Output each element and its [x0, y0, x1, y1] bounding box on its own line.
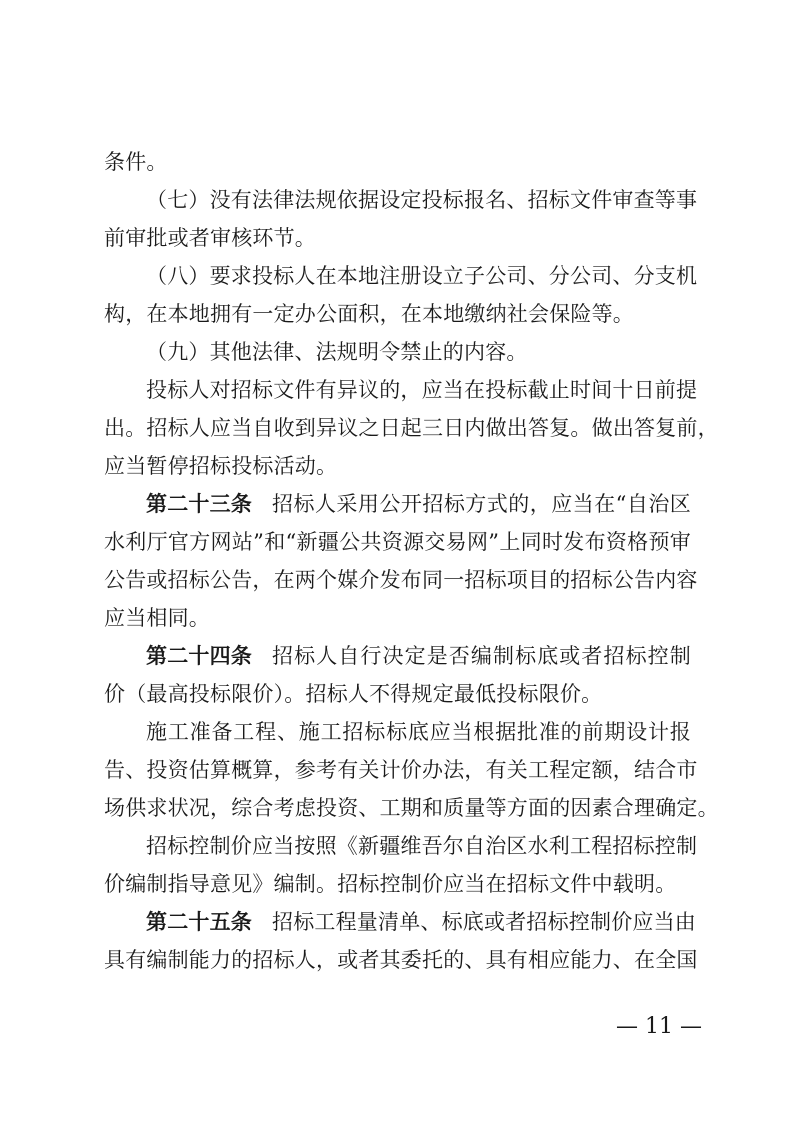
line-text: 出。招标人应当自收到异议之日起三日内做出答复。做出答复前，	[104, 416, 719, 440]
line-text: 价编制指导意见》编制。招标控制价应当在招标文件中载明。	[104, 872, 677, 896]
line-text: 场供求状况，综合考虑投资、工期和质量等方面的因素合理确定。	[104, 796, 719, 820]
line-text: 公告或招标公告，在两个媒介发布同一招标项目的招标公告内容	[104, 568, 698, 592]
line-text: 招标人采用公开招标方式的，应当在“自治区	[272, 492, 691, 516]
line-text: 具有编制能力的招标人，或者其委托的、具有相应能力、在全国	[104, 948, 698, 972]
text-line	[0, 185, 793, 215]
text-line	[0, 603, 793, 633]
text-line	[0, 717, 793, 747]
text-line	[0, 869, 793, 899]
text-line	[0, 755, 793, 785]
text-line	[0, 261, 793, 291]
line-text: 水利厅官方网站”和“新疆公共资源交易网”上同时发布资格预审	[104, 530, 691, 554]
line-text: 施工准备工程、施工招标标底应当根据批准的前期设计报	[146, 720, 691, 744]
line-text: 应当相同。	[104, 606, 210, 630]
line-text: （八）要求投标人在本地注册设立子公司、分公司、分支机	[146, 264, 698, 288]
text-line	[0, 793, 793, 823]
text-line	[0, 489, 793, 519]
text-line	[0, 147, 793, 177]
text-line	[0, 641, 793, 671]
line-text: 条件。	[104, 150, 168, 174]
line-text: 告、投资估算概算，参考有关计价办法，有关工程定额，结合市	[104, 758, 698, 782]
line-text: 应当暂停招标投标活动。	[104, 454, 338, 478]
text-line	[0, 945, 793, 975]
line-text: （七）没有法律法规依据设定投标报名、招标文件审查等事	[146, 188, 698, 212]
article-heading: 第二十三条	[146, 492, 252, 516]
text-line	[0, 299, 793, 329]
line-text: 招标工程量清单、标底或者招标控制价应当由	[272, 910, 696, 934]
line-text: 投标人对招标文件有异议的，应当在投标截止时间十日前提	[146, 378, 698, 402]
text-line	[0, 223, 793, 253]
article-heading: 第二十四条	[146, 644, 252, 668]
line-text: 前审批或者审核环节。	[104, 226, 316, 250]
text-line	[0, 375, 793, 405]
line-text: 价（最高投标限价）。招标人不得规定最低投标限价。	[104, 682, 603, 706]
text-line	[0, 413, 793, 443]
line-text: （九）其他法律、法规明令禁止的内容。	[146, 340, 528, 364]
text-line	[0, 831, 793, 861]
text-line	[0, 907, 793, 937]
page-number: — 11 —	[616, 1014, 702, 1039]
line-text: 招标人自行决定是否编制标底或者招标控制	[272, 644, 691, 668]
text-line	[0, 451, 793, 481]
text-line	[0, 337, 793, 367]
line-text: 招标控制价应当按照《新疆维吾尔自治区水利工程招标控制	[146, 834, 698, 858]
text-line	[0, 527, 793, 557]
text-line	[0, 565, 793, 595]
article-heading: 第二十五条	[146, 910, 252, 934]
text-line	[0, 679, 793, 709]
line-text: 构，在本地拥有一定办公面积，在本地缴纳社会保险等。	[104, 302, 634, 326]
